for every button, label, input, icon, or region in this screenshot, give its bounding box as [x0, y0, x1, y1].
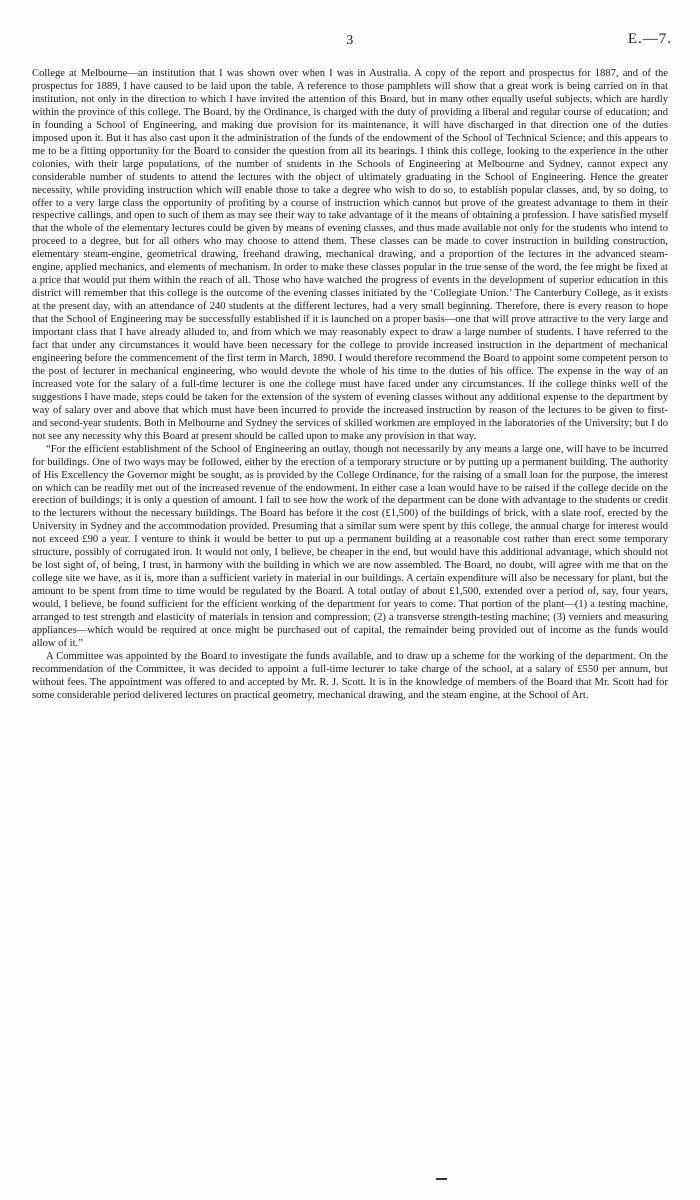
- paragraph-continuation: College at Melbourne—an institution that I was shown over when I was in Australia. A copy of the report and prospectus for 1887, and of the prospectus for 1889, I have caused to be laid upon the table. A reference to those pamphlets will show that a great work is being carried on in that institution, not only in the direction to which I have invited the attention of this Board, but in many other equally useful subjects, which are hardly within the province of this college. The Board, by the Ordinance, is charged with the duty of providing a liberal and regular course of education; and in founding a School of Engineering, and making due provision for its maintenance, it will have discharged in that direction one of the duties imposed upon it. But it has also cast upon it the administration of the funds of the endowment of the School of Technical Science; and this appears to me to be a fitting opportunity for the Board to consider the question from all its bearings. I think this college, looking to the experience in the other colonies, with their large populations, of the number of students in the Schools of Engineering at Melbourne and Sydney, cannot expect any considerable number of students to attend the lectures with the object of ultimately graduating in the School of Engineering. Hence the greater necessity, while providing instruction which will enable those to take a degree who wish to do so, to establish popular classes, and, by so doing, to offer to a very large class the opportunity of profiting by a course of instruction which cannot but prove of the greatest advantage to them in their respective callings, and open to such of them as may see their way to take advantage of it the means of obtaining a profession. I have satisfied myself that the whole of the elementary lectures could be given by means of evening classes, and thus made available not only for the students who intend to proceed to a degree, but for all others who may choose to attend them. These classes can be made to cover instruction in building construction, elementary steam-engine, geometrical drawing, freehand drawing, mechanical drawing, and a proportion of the lectures in the advanced steam-engine, applied mechanics, and elements of mechanism. In order to make these classes popular in the true sense of the word, the fee might be fixed at a price that would put them within the reach of all. Those who have watched the progress of events in the development of superior education in this district will remember that this college is the outcome of the evening classes initiated by the ‘Collegiate Union.’ The Canterbury College, as it exists at the present day, with an attendance of 240 students at the different lectures, had a very small beginning. Therefore, there is every reason to hope that the School of Engineering may be successfully established if it is launched on a proper basis—one that will prove attractive to the very large and important class that I have already alluded to, and from which we may reasonably expect to draw a large number of students. I have referred to the fact that under any circumstances it would have been necessary for the college to provide increased instruction in the department of mechanical engineering before the commencement of the first term in March, 1890. I would therefore recommend the Board to appoint some competent person to the post of lecturer in mechanical engineering, who would devote the whole of his time to the duties of his office. The expense in the way of an increased vote for the salary of a full-time lecturer is one the college must have faced under any circumstances. If the college thinks well of the suggestions I have made, steps could be taken for the extension of the system of evening classes without any additional expense to the department by way of salary over and above that which must have been incurred to provide the increased instruction by reason of the lectures to be given to first- and second-year students. Both in Melbourne and Sydney the services of skilled workmen are employed in the laboratories of the University; but I do not see any necessity why this Board at present should be called upon to make any provision in that way.: [32, 68, 669, 442]
- printer-mark: [436, 1178, 447, 1180]
- paragraph-buildings-quote: “For the efficient establishment of the School of Engineering an outlay, though not necessarily by any means a large one, will have to be incurred for buildings. One of two ways may be followed, either by the erection of a temporary structure or by putting up a permanent building. The authority of His Excellency the Governor might be sought, as is provided by the College Ordinance, for the raising of a small loan for the purpose, the interest on which can be readily met out of the increased revenue of the endowment. In either case a loan would have to be raised if the college decide on the erection of buildings; it is only a question of amount. I fail to see how the work of the department can be done with advantage to the students or credit to the lecturers without the necessary buildings. The Board has before it the cost (£1,500) of the buildings of brick, with a slate roof, erected by the University in Sydney and the accommodation provided. Presuming that a similar sum were spent by this college, the annual charge for interest would not exceed £90 a year. I venture to think it would be better to put up a permanent building at a reasonable cost rather than erect some temporary structure, possibly of corrugated iron. It would not only, I believe, be cheaper in the end, but would have this additional advantage, which should not be lost sight of, of being, I trust, in harmony with the building in which we are now assembled. The Board, no doubt, will agree with me that on the college site we have, as it is, more than a sufficient variety in material in our buildings. A certain expenditure will also be necessary for plant, but the amount to be spent from time to time would be regulated by the Board. A total outlay of about £1,500, extended over a period of, say, four years, would, I believe, be found sufficient for the efficient working of the department for years to come. That portion of the plant—(1) a testing machine, arranged to test strength and elasticity of materials in tension and compression; (2) a transverse strength-testing machine; (3) verniers and measuring appliances—which would be required at once might be purchased out of capital, the remainder being provided out of income as the funds would allow of it.”: [32, 443, 668, 649]
- document-code: E.—7.: [627, 31, 672, 47]
- paragraph-committee: A Committee was appointed by the Board to investigate the funds available, and to draw up a scheme for the working of the department. On the recommendation of the Committee, it was decided to appoint a full-time lecturer to take charge of the school, at a salary of £550 per annum, but without fees. The appointment was offered to and accepted by Mr. R. J. Scott. It is in the knowledge of members of the Board that Mr. Scott had for some considerable period delivered lectures on practical geometry, mechanical drawing, and the steam engine, at the School of Art.: [32, 650, 668, 701]
- page-number: 3: [346, 33, 354, 48]
- body-text: [32, 68, 668, 703]
